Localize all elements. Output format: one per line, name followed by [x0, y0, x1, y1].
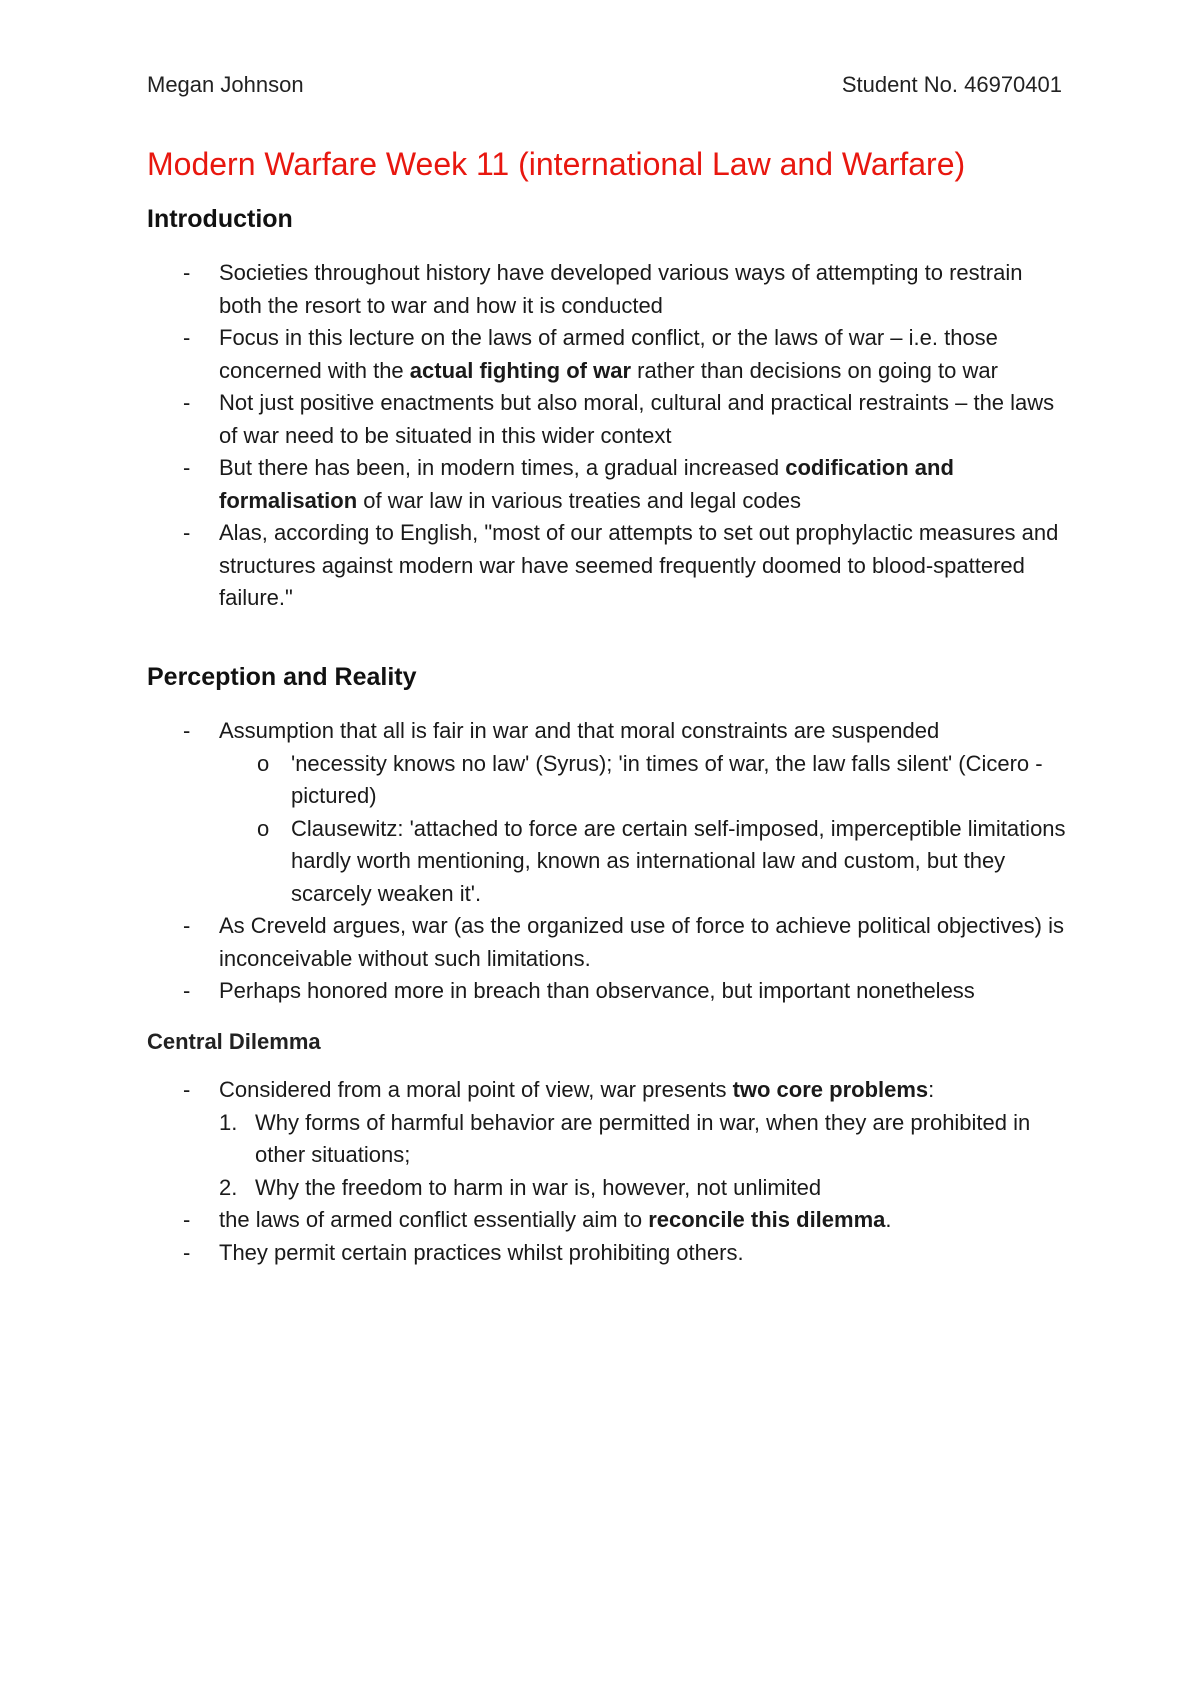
list-item: - Considered from a moral point of view, war presents two core problems: 1. Why forms of harmful behavior are permitted in war, when they are prohibited in other situations; 2. Why the freedom to harm in war is, however, not unlimited	[147, 1074, 1067, 1204]
list-item: - Perhaps honored more in breach than observance, but important nonetheless	[147, 975, 1067, 1008]
document-title: Modern Warfare Week 11 (international Law and Warfare)	[147, 146, 966, 182]
list-item: - the laws of armed conflict essentially aim to reconcile this dilemma.	[147, 1204, 1067, 1237]
heading-central-dilemma: Central Dilemma	[147, 1029, 321, 1054]
numbered-item: 2. Why the freedom to harm in war is, however, not unlimited	[219, 1174, 822, 1200]
list-item: - As Creveld argues, war (as the organized use of force to achieve political objectives) is inconceivable without such limitations.	[147, 910, 1067, 975]
list-item: - They permit certain practices whilst prohibiting others.	[147, 1237, 1067, 1270]
heading-perception-reality: Perception and Reality	[147, 663, 417, 691]
introduction-list	[147, 257, 1067, 615]
perception-list	[147, 715, 1067, 1008]
list-item: - Not just positive enactments but also moral, cultural and practical restraints – the laws of war need to be situated in this wider context	[147, 387, 1067, 452]
list-item: - Alas, according to English, "most of our attempts to set out prophylactic measures and structures against modern war have seemed frequently doomed to blood-spattered failure."	[147, 517, 1067, 615]
heading-introduction: Introduction	[147, 205, 293, 233]
sub-list	[219, 748, 1067, 911]
author-name: Megan Johnson	[147, 72, 304, 97]
list-item: - Focus in this lecture on the laws of armed conflict, or the laws of war – i.e. those concerned with the actual fighting of war rather than decisions on going to war	[147, 322, 1067, 387]
list-item: - Assumption that all is fair in war and that moral constraints are suspended o 'necessity knows no law' (Syrus); 'in times of war, the law falls silent' (Cicero - pictured) o Clausewitz: 'attached to force are certain self-imposed, imperceptible limitations hardly worth mentioning, known as international law and custom, but they scarcely weaken it'.	[147, 715, 1067, 910]
numbered-item: 1. Why forms of harmful behavior are permitted in war, when they are prohibited in other situations;	[219, 1109, 1031, 1167]
numbered-list	[219, 1107, 1067, 1205]
student-number: Student No. 46970401	[841, 72, 1062, 97]
sub-list-item: o Clausewitz: 'attached to force are certain self-imposed, imperceptible limitations hardly worth mentioning, known as international law and custom, but they scarcely weaken it'.	[219, 813, 1067, 911]
sub-list-item: o 'necessity knows no law' (Syrus); 'in times of war, the law falls silent' (Cicero - pictured)	[219, 748, 1067, 813]
list-item: - But there has been, in modern times, a gradual increased codification and formalisation of war law in various treaties and legal codes	[147, 452, 1067, 517]
dilemma-list	[147, 1074, 1067, 1269]
list-item: - Societies throughout history have developed various ways of attempting to restrain both the resort to war and how it is conducted	[147, 257, 1067, 322]
